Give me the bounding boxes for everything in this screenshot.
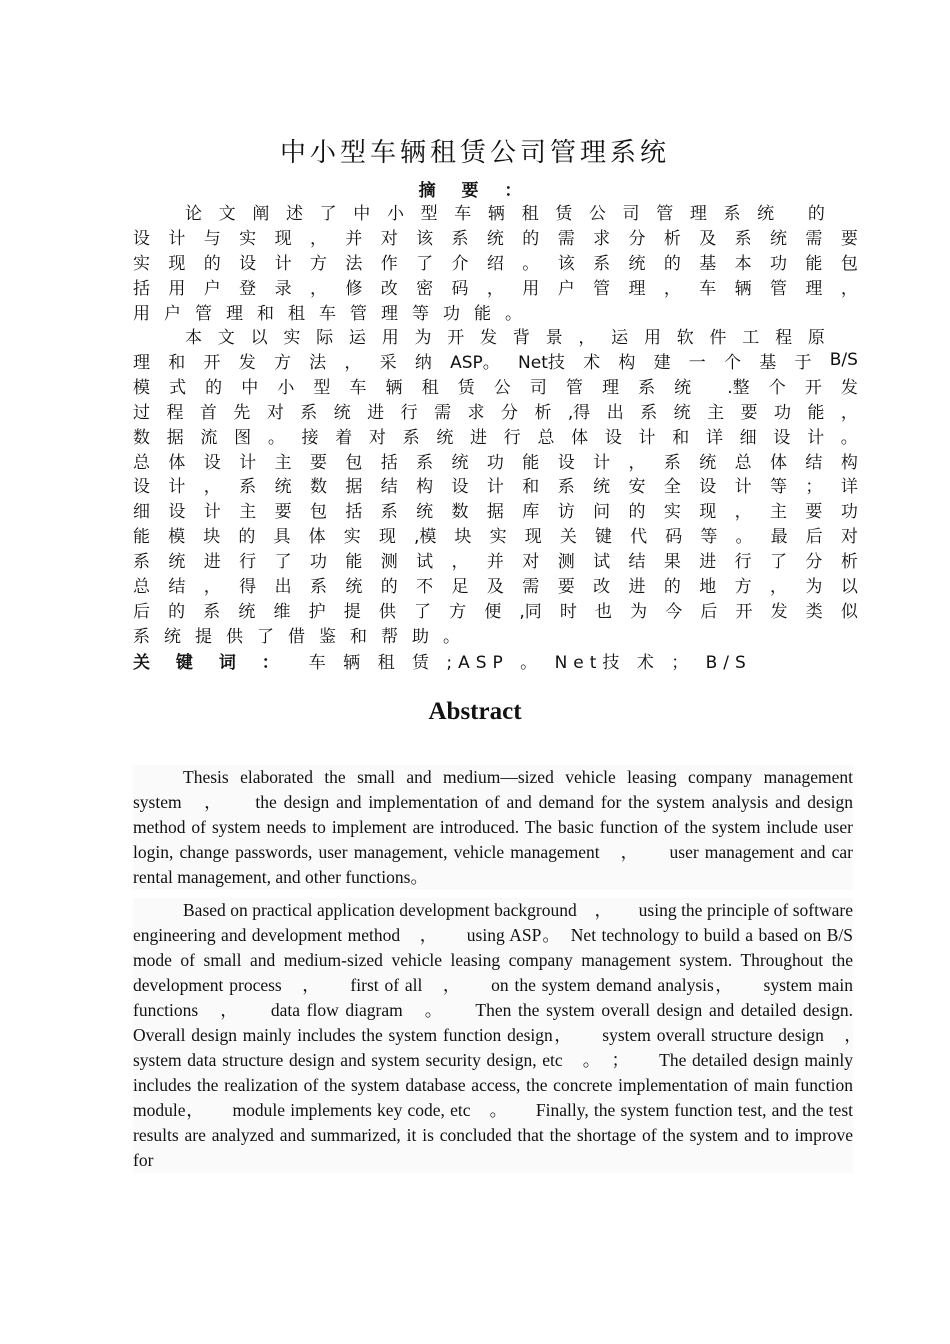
zh-abstract-line: 过 程 首 先 对 系 统 进 行 需 求 分 析 ,得 出 系 统 主 要 功 能 ， (133, 402, 858, 423)
page-title: 中小型车辆租赁公司管理系统 (279, 138, 670, 168)
zh-abstract-line: 实 现 的 设 计 方 法 作 了 介 绍 。 该 系 统 的 基 本 功 能 包 (133, 253, 858, 274)
abstract-title: Abstract (428, 698, 522, 725)
zh-abstract-line: 模 式 的 中 小 型 车 辆 租 赁 公 司 管 理 系 统 .整 个 开 发 (133, 377, 858, 398)
zh-abstract-line: 总 结 ， 得 出 系 统 的 不 足 及 需 要 改 进 的 地 方 ， 为 以 (133, 577, 858, 597)
keywords-value: 车 辆 租 赁 ;ASP 。 Net技 术 ； B/S (308, 653, 752, 673)
zh-abstract-line: 后 的 系 统 维 护 提 供 了 方 便 ,同 时 也 为 今 后 开 发 类 似 (133, 601, 858, 622)
zh-abstract-line: 设 计 与 实 现 ， 并 对 该 系 统 的 需 求 分 析 及 系 统 需 要 (133, 228, 858, 249)
zh-abstract-line: 总 体 设 计 主 要 包 括 系 统 功 能 设 计 ， 系 统 总 体 结 构 (133, 452, 858, 473)
en-abstract-paragraph-1: Thesis elaborated the small and medium—sized vehicle leasing company management system ， the design and implementation of and demand for the system analysis and design method of system needs to implement are introduced. The basic function of the system include user login, change passwords, user management, vehicle management ， user management and car rental management, and other functions。 (133, 765, 853, 890)
zh-abstract-line: 数 据 流 图 。 接 着 对 系 统 进 行 总 体 设 计 和 详 细 设 计 。 (133, 427, 858, 448)
zh-abstract-label: 摘 要 ： (418, 181, 532, 201)
zh-abstract-line: 设 计 ， 系 统 数 据 结 构 设 计 和 系 统 安 全 设 计 等 ； 详 (133, 477, 858, 498)
zh-abstract-line: 细 设 计 主 要 包 括 系 统 数 据 库 访 问 的 实 现 ， 主 要 功 (133, 502, 858, 523)
zh-abstract-line: 本 文 以 实 际 运 用 为 开 发 背 景 ， 运 用 软 件 工 程 原 (185, 328, 825, 348)
zh-abstract-line: 论 文 阐 述 了 中 小 型 车 辆 租 赁 公 司 管 理 系 统 的 (185, 204, 825, 224)
keywords-line (133, 648, 752, 673)
zh-abstract-line: 用 户 管 理 和 租 车 管 理 等 功 能 。 (133, 303, 522, 324)
keywords-label: 关 键 词 ： (133, 653, 289, 673)
zh-abstract-line: 能 模 块 的 具 体 实 现 ,模 块 实 现 关 键 代 码 等 。 最 后 对 (133, 527, 858, 548)
en-abstract-paragraph-2: Based on practical application development background ， using the principle of software engineering and development method ， using ASP。 Net technology to build a based on B/S mode of small and medium-sized vehicle leasing company management system. Throughout the development process ， first of all ， on the system demand analysis， system main functions ， data flow diagram 。 Then the system overall design and detailed design. Overall design mainly includes the system function design， system overall structure design ， system data structure design and system security design, etc 。 ； The detailed design mainly includes the realization of the system database access, the concrete implementation of main function module， module implements key code, etc 。 Finally, the system function test, and the test results are analyzed and summarized, it is concluded that the shortage of the system and to improve for (133, 898, 853, 1173)
zh-abstract-line: 系 统 进 行 了 功 能 测 试 ， 并 对 测 试 结 果 进 行 了 分 析 (133, 552, 858, 573)
zh-abstract-line: 括 用 户 登 录 ， 修 改 密 码 ， 用 户 管 理 ， 车 辆 管 理 ， (133, 278, 858, 299)
zh-abstract-line: 理 和 开 发 方 法 ， 采 纳 ASP。 Net技 术 构 建 一 个 基 于 B/S (133, 350, 858, 373)
zh-abstract-line: 系 统 提 供 了 借 鉴 和 帮 助 。 (133, 626, 460, 647)
